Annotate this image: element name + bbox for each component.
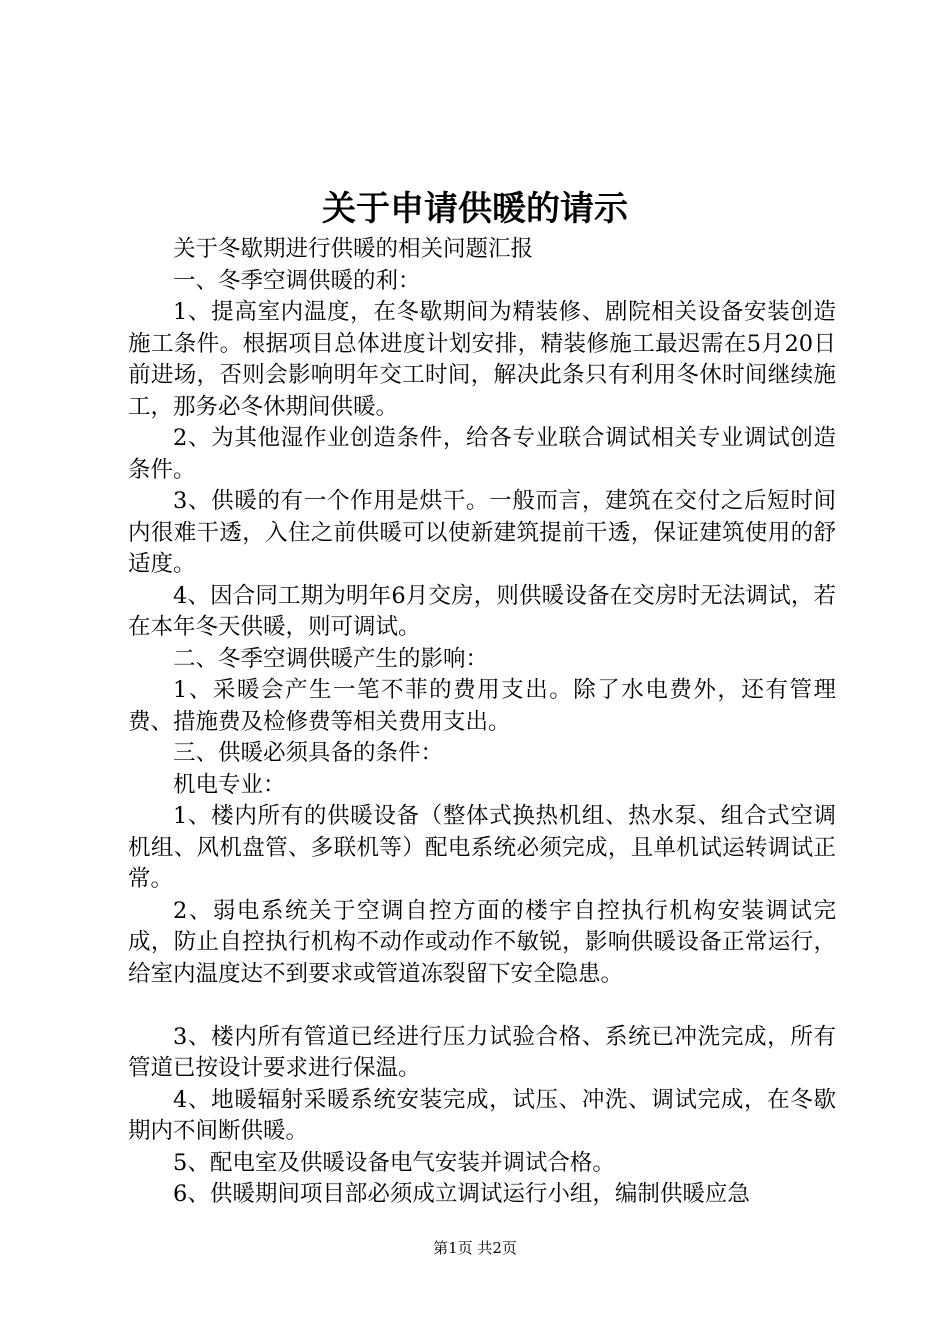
paragraph: 6、供暖期间项目部必须成立调试运行小组，编制供暖应急 [173, 1181, 750, 1207]
paragraph: 1、提高室内温度，在冬歇期间为精装修、剧院相关设备安装创造施工条件。根据项目总体进度计划安排，精装修施工最迟需在5月20日前进场，否则会影响明年交工时间，解决此条只有利用冬休时间继续施工，那务必冬休期间供暖。 [128, 299, 836, 420]
paragraph: 1、采暖会产生一笔不菲的费用支出。除了水电费外，还有管理费、措施费及检修费等相关费用支出。 [128, 677, 836, 735]
section-heading-3: 三、供暖必须具备的条件： [173, 740, 444, 766]
document-title: 关于申请供暖的请示 [322, 189, 628, 229]
paragraph: 3、供暖的有一个作用是烘干。一般而言，建筑在交付之后短时间内很难干透，入住之前供暖可以使新建筑提前干透，保证建筑使用的舒适度。 [128, 488, 836, 577]
paragraph: 5、配电室及供暖设备电气安装并调试合格。 [173, 1149, 615, 1176]
paragraph: 1、楼内所有的供暖设备（整体式换热机组、热水泵、组合式空调机组、风机盘管、多联机等）配电系统必须完成，且单机试运转调试正常。 [128, 803, 836, 892]
paragraph-spacer [128, 990, 836, 1022]
paragraph: 3、楼内所有管道已经进行压力试验合格、系统已冲洗完成，所有管道已按设计要求进行保温。 [128, 1023, 836, 1081]
paragraph-subtitle: 关于冬歇期进行供暖的相关问题汇报 [173, 236, 534, 262]
section-heading-2: 二、冬季空调供暖产生的影响： [173, 645, 489, 672]
paragraph: 2、为其他湿作业创造条件，给各专业联合调试相关专业调试创造条件。 [128, 425, 836, 483]
paragraph: 4、因合同工期为明年6月交房，则供暖设备在交房时无法调试，若在本年冬天供暖，则可调试。 [128, 582, 836, 640]
paragraph: 4、地暖辐射采暖系统安装完成，试压、冲洗、调试完成，在冬歇期内不间断供暖。 [128, 1086, 836, 1144]
paragraph: 2、弱电系统关于空调自控方面的楼宇自控执行机构安装调试完成，防止自控执行机构不动作或动作不敏锐，影响供暖设备正常运行，给室内温度达不到要求或管道冻裂留下安全隐患。 [128, 897, 836, 987]
section-heading-1: 一、冬季空调供暖的利： [173, 267, 421, 294]
document-body [128, 234, 836, 1211]
page-footer: 第1页 共2页 [433, 1239, 517, 1257]
subsection-heading: 机电专业： [173, 771, 286, 798]
